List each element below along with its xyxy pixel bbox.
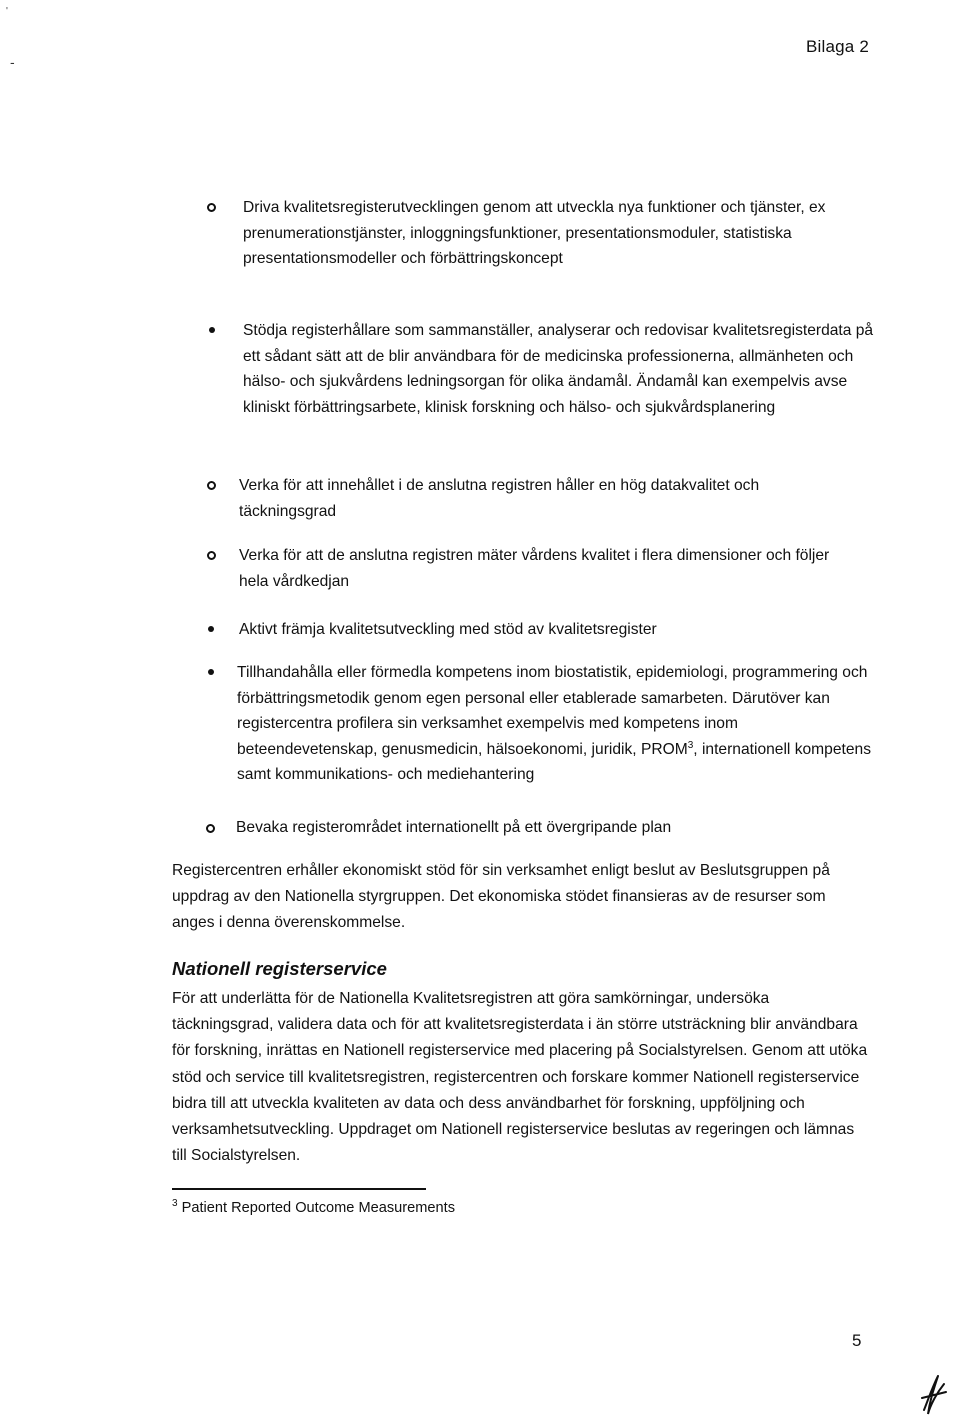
list-item: Verka för att de anslutna registren mäter vårdens kvalitet i flera dimensioner och följer hela vårdkedjan	[239, 547, 830, 590]
list-item: Verka för att innehållet i de anslutna registren håller en hög datakvalitet och täckningsgrad	[239, 477, 760, 520]
scan-artifact-dash: -	[10, 54, 15, 70]
list-item: Driva kvalitetsregisterutvecklingen genom att utveckla nya funktioner och tjänster, ex prenumerationstjänster, inloggningsfunktioner, presentationsmoduler, statistiska presentationsmodeller och förbättringskoncept	[243, 199, 826, 267]
annex-label: Bilaga 2	[806, 37, 870, 56]
footnote-divider	[172, 1188, 426, 1190]
bullet-ring-icon	[207, 481, 216, 490]
bullet-dot-icon	[209, 327, 215, 333]
list-item: Bevaka registerområdet internationellt på ett övergripande plan	[236, 819, 672, 836]
list-item-text: Tillhandahålla eller förmedla kompetens inom biostatistik, epidemiologi, programmering och förbättringsmetodik genom egen personal eller etablerade samarbeten. Därutöver kan registercentra profilera sin verksamhet exempelvis med kompetens inom beteendevetenskap, genusmedicin, hälsoekonomi, juridik, PROM	[237, 664, 868, 758]
handwritten-initials-icon	[918, 1370, 950, 1420]
list-item-text-continued: , internationell kompetens samt kommunikations- och mediehantering	[237, 740, 871, 783]
paragraph-funding: Registercentren erhåller ekonomiskt stöd för sin verksamhet enligt beslut av Beslutsgruppen på uppdrag av den Nationella styrgruppen. Det ekonomiska stödet finansieras av de resurser som anges i denna överenskommelse.	[172, 862, 830, 932]
footnote-text: Patient Reported Outcome Measurements	[181, 1200, 455, 1216]
list-item: Aktivt främja kvalitetsutveckling med stöd av kvalitetsregister	[239, 621, 657, 638]
section-heading: Nationell registerservice	[172, 958, 387, 979]
list-item: Stödja registerhållare som sammanställer, analyserar och redovisar kvalitetsregisterdata på ett sådant sätt att de blir användbara för de medicinska professionerna, allmänheten och hälso- och sjukvårdens ledningsorgan för olika ändamål. Ändamål kan exempelvis avse kliniskt förbättringsarbete, klinisk forskning och hälso- och sjukvårdsplanering	[243, 322, 874, 416]
list-item	[237, 660, 879, 788]
footnote-number: 3	[172, 1198, 178, 1210]
scan-artifact-mark: '	[6, 6, 8, 17]
footnote	[172, 1200, 455, 1216]
footnote-reference: 3	[687, 739, 694, 751]
bullet-dot-icon	[208, 669, 214, 675]
bullet-ring-icon	[207, 551, 216, 560]
bullet-ring-icon	[207, 203, 216, 212]
bullet-ring-icon	[206, 824, 215, 833]
bullet-dot-icon	[208, 626, 214, 632]
section-paragraph: För att underlätta för de Nationella Kvalitetsregistren att göra samkörningar, undersöka täckningsgrad, validera data och för att kvalitetsregisterdata i än större utsträckning blir användbara för forskning, inrättas en Nationell registerservice med placering på Socialstyrelsen. Genom att utöka stöd och service till kvalitetsregistren, registercentren och forskare kommer Nationell registerservice bidra till att utveckla kvaliteten av data och dess användbarhet för forskning, uppföljning och verksamhetsutveckling. Uppdraget om Nationell registerservice beslutas av regeringen och lämnas till Socialstyrelsen.	[172, 990, 868, 1165]
page-number: 5	[852, 1331, 862, 1350]
